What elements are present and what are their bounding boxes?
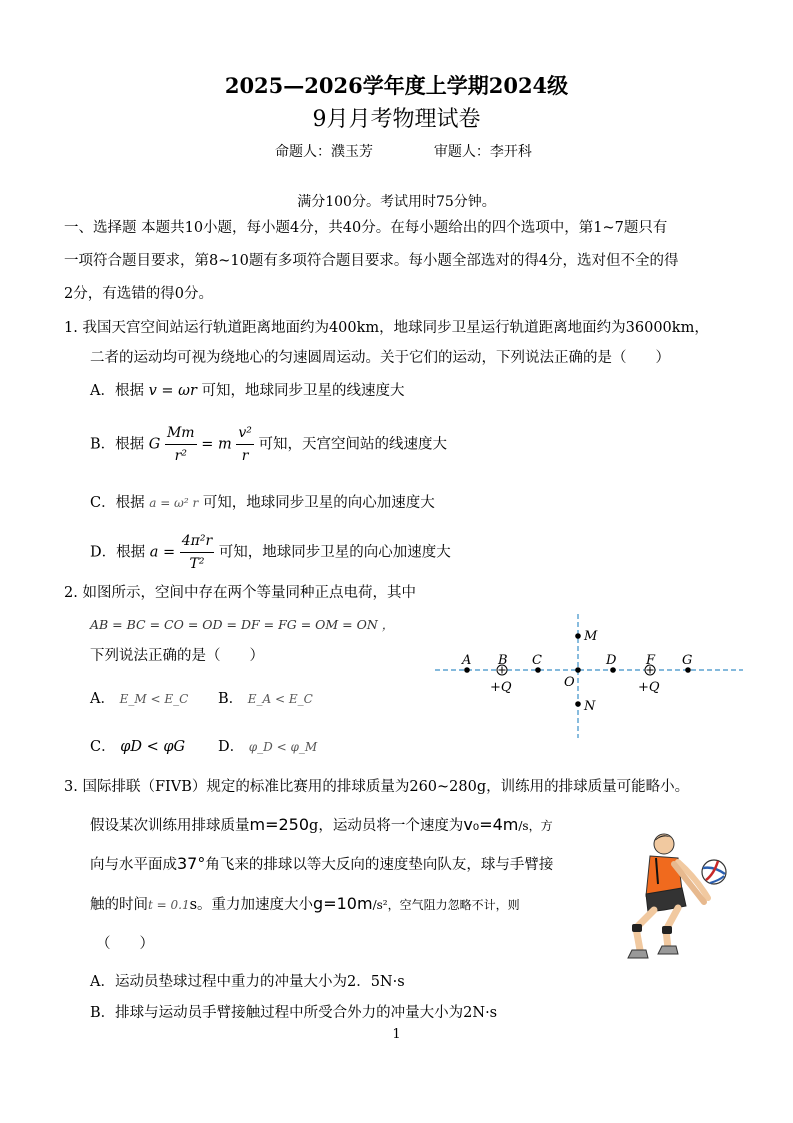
q3-stem-line3 — [90, 853, 553, 876]
q1-stem-line1: 1. 我国天宫空间站运行轨道距离地面约为400km，地球同步卫星运行轨道距离地面约为36000km， — [64, 320, 709, 336]
q1-option-b-den2: r — [241, 448, 249, 464]
right-knee-pad — [662, 926, 672, 934]
q3-gravity-value: g=10m — [313, 894, 373, 913]
reviewer-label: 审题人：李开科 — [433, 144, 532, 160]
q2-option-c-label: C． — [90, 739, 116, 755]
label-c: C — [532, 653, 542, 668]
author-line — [275, 141, 532, 161]
q1-option-a — [90, 380, 405, 402]
q1-option-c-suffix: 可知，地球同步卫星的向心加速度大 — [202, 495, 435, 511]
q3-line2-b: g，运动员将一个速度为 — [309, 818, 464, 834]
point-g — [685, 667, 691, 673]
label-charge-left: +Q — [490, 680, 512, 695]
q1-option-b — [90, 422, 447, 467]
q1-option-c-prefix: C．根据 — [90, 495, 145, 511]
q3-stem-line1: 3. 国际排联（FIVB）规定的标准比赛用的排球质量为260~280g，训练用的排球质量可能略小。 — [64, 779, 690, 795]
left-knee-pad — [632, 924, 642, 932]
q2-stem-line2: AB = BC = CO = OD = DF = FG = OM = ON ， — [90, 617, 395, 632]
q1-option-d-den: T² — [189, 556, 205, 572]
label-d: D — [606, 653, 617, 668]
exam-title-line2: 9月月考物理试卷 — [312, 107, 481, 132]
page-number: 1 — [392, 1027, 401, 1042]
q2-option-d-formula: φ_D < φ_M — [248, 740, 318, 754]
author-label: 命题人：濮玉芳 — [275, 144, 373, 160]
q1-option-d — [90, 530, 451, 575]
exam-info: 满分100分。考试用时75分钟。 — [297, 194, 496, 210]
volleyball-player-illustration — [606, 828, 734, 968]
q2-option-a — [90, 688, 188, 710]
q3-option-b: B．排球与运动员手臂接触过程中所受合外力的冲量大小为2N·s — [90, 1005, 498, 1021]
q1-option-d-prefix: D．根据 — [90, 544, 146, 561]
point-a — [464, 667, 470, 673]
q1-option-b-fraction1 — [165, 422, 197, 467]
q1-option-b-suffix: 可知，天宫空间站的线速度大 — [258, 436, 447, 453]
q2-option-d-label: D． — [218, 739, 245, 755]
q1-option-b-fraction2 — [236, 422, 254, 467]
q1-option-b-num1: Mm — [165, 422, 197, 445]
q2-option-a-label: A． — [90, 691, 115, 707]
label-f: F — [646, 653, 656, 668]
point-n — [575, 701, 581, 707]
q2-option-c — [90, 736, 185, 758]
q1-option-b-num2: v² — [236, 422, 254, 445]
player-head — [654, 834, 674, 854]
label-m: M — [584, 629, 598, 644]
point-m — [575, 633, 581, 639]
q3-angle-value: 37° — [177, 854, 206, 873]
q1-option-a-suffix: 可知，地球同步卫星的线速度大 — [201, 383, 405, 399]
q2-charge-diagram — [435, 612, 745, 742]
q1-option-d-num: 4π²r — [180, 530, 214, 553]
label-g: G — [682, 653, 693, 668]
q1-option-d-a: a = — [149, 544, 176, 561]
q1-option-b-den1: r² — [174, 448, 187, 464]
q3-line2-c: /s，方 — [518, 819, 553, 833]
q1-option-b-g: G — [148, 436, 161, 453]
q3-option-a: A．运动员垫球过程中重力的冲量大小为2．5N·s — [90, 974, 405, 990]
q2-option-b — [218, 688, 313, 710]
point-o — [575, 667, 581, 673]
label-charge-right: +Q — [638, 680, 660, 695]
label-a: A — [462, 653, 472, 668]
q1-option-a-prefix: A．根据 — [90, 383, 144, 399]
q3-stem-line2 — [90, 814, 553, 837]
left-shoe — [628, 950, 648, 958]
point-d — [610, 667, 616, 673]
q3-line4-a: 触的时间 — [90, 897, 148, 913]
q3-time-value: t = 0.1 — [148, 898, 190, 912]
q3-line4-b: s。重力加速度大小 — [189, 897, 314, 913]
q3-line2-a: 假设某次训练用排球质量 — [90, 818, 250, 834]
q1-option-d-fraction — [180, 530, 214, 575]
q1-option-b-eq: = m — [201, 436, 232, 453]
q2-option-d — [218, 736, 317, 758]
q1-stem-line2: 二者的运动均可视为绕地心的匀速圆周运动。关于它们的运动，下列说法正确的是（ ） — [90, 350, 670, 366]
exam-title-line1: 2025—2026学年度上学期2024级 — [224, 73, 569, 98]
volleyball-icon — [702, 860, 726, 884]
section-intro-line1: 一、选择题 本题共10小题，每小题4分，共40分。在每小题给出的四个选项中，第1~7题只有 — [64, 220, 668, 236]
q1-option-c — [90, 492, 435, 514]
point-c — [535, 667, 541, 673]
q1-option-b-prefix: B．根据 — [90, 436, 145, 453]
q2-stem-line3: 下列说法正确的是（ ） — [90, 648, 264, 664]
q3-velocity-value: v₀=4m — [463, 815, 519, 834]
q3-stem-line4 — [90, 893, 520, 916]
q1-option-a-formula: v = ωr — [148, 383, 197, 399]
q2-stem-line1: 2. 如图所示，空间中存在两个等量同种正点电荷，其中 — [64, 585, 416, 601]
q2-option-c-formula: φD < φG — [120, 739, 186, 755]
q3-mass-value: m=250 — [249, 815, 310, 834]
label-o: O — [564, 675, 575, 690]
q2-option-b-label: B． — [218, 691, 244, 707]
q3-line4-c: /s²，空气阻力忽略不计，则 — [372, 898, 520, 912]
q2-option-a-formula: E_M < E_C — [119, 692, 189, 706]
right-shoe — [658, 946, 678, 954]
q2-option-b-formula: E_A < E_C — [247, 692, 313, 706]
q3-line3-b: 角飞来的排球以等大反向的速度垫向队友，球与手臂接 — [205, 857, 554, 873]
section-intro-line3: 2分，有选错的得0分。 — [64, 286, 213, 302]
q1-option-d-suffix: 可知，地球同步卫星的向心加速度大 — [218, 544, 451, 561]
q3-answer-bracket: （ ） — [96, 936, 154, 952]
q3-line3-a: 向与水平面成 — [90, 857, 177, 873]
label-b: B — [498, 653, 508, 668]
section-intro-line2: 一项符合题目要求，第8~10题有多项符合题目要求。每小题全部选对的得4分，选对但不全的得 — [64, 253, 679, 269]
q1-option-c-formula: a = ω² r — [149, 496, 199, 510]
label-n: N — [584, 699, 596, 714]
